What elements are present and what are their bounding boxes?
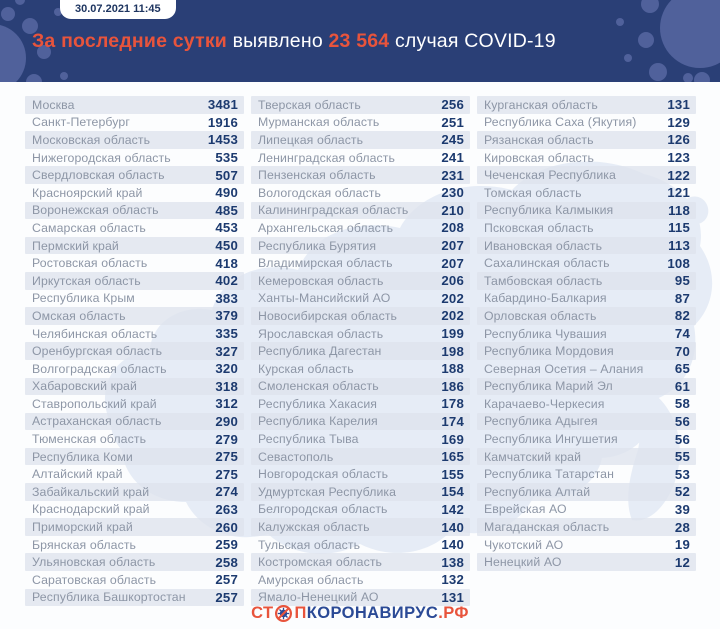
region-name: Кабардино-Балкария bbox=[484, 291, 607, 306]
table-row bbox=[25, 166, 244, 184]
table-row bbox=[477, 254, 696, 272]
region-name: Камчатский край bbox=[484, 449, 582, 464]
region-value: 174 bbox=[441, 413, 464, 429]
region-value: 256 bbox=[441, 97, 464, 113]
region-value: 275 bbox=[215, 466, 238, 482]
region-name: Новгородская область bbox=[258, 467, 389, 482]
region-name: Тамбовская область bbox=[484, 273, 603, 288]
region-name: Самарская область bbox=[32, 220, 146, 235]
region-name: Республика Бурятия bbox=[258, 238, 377, 253]
table-row bbox=[477, 272, 696, 290]
region-value: 312 bbox=[215, 396, 238, 412]
table-row bbox=[477, 219, 696, 237]
region-name: Республика Башкортостан bbox=[32, 590, 186, 605]
region-value: 241 bbox=[441, 150, 464, 166]
region-name: Ивановская область bbox=[484, 238, 603, 253]
region-value: 251 bbox=[441, 114, 464, 130]
region-name: Челябинская область bbox=[32, 326, 158, 341]
table-column bbox=[477, 96, 696, 606]
region-value: 138 bbox=[441, 554, 464, 570]
region-value: 318 bbox=[215, 378, 238, 394]
table-row bbox=[477, 237, 696, 255]
table-row bbox=[477, 96, 696, 114]
region-value: 257 bbox=[215, 589, 238, 605]
region-name: Ленинградская область bbox=[258, 150, 396, 165]
region-value: 245 bbox=[441, 132, 464, 148]
timestamp-badge: 30.07.2021 11:45 bbox=[60, 0, 176, 19]
table-row bbox=[251, 518, 470, 536]
region-value: 65 bbox=[674, 361, 690, 377]
region-name: Краснодарский край bbox=[32, 502, 150, 517]
region-name: Амурская область bbox=[258, 572, 364, 587]
table-row bbox=[25, 325, 244, 343]
region-value: 131 bbox=[441, 589, 464, 605]
table-row bbox=[25, 413, 244, 431]
region-name: Псковская область bbox=[484, 220, 594, 235]
table-row bbox=[251, 325, 470, 343]
region-name: Магаданская область bbox=[484, 520, 610, 535]
region-value: 108 bbox=[667, 255, 690, 271]
table-row bbox=[477, 378, 696, 396]
region-name: Республика Хакасия bbox=[258, 396, 378, 411]
region-value: 327 bbox=[215, 343, 238, 359]
header bbox=[0, 0, 720, 82]
region-value: 55 bbox=[674, 449, 690, 465]
table-row bbox=[25, 290, 244, 308]
table-row bbox=[251, 501, 470, 519]
table-row bbox=[251, 290, 470, 308]
table-row bbox=[25, 465, 244, 483]
region-value: 231 bbox=[441, 167, 464, 183]
table-row bbox=[251, 237, 470, 255]
region-name: Республика Татарстан bbox=[484, 467, 615, 482]
region-value: 335 bbox=[215, 326, 238, 342]
region-name: Ростовская область bbox=[32, 256, 148, 271]
table-row bbox=[25, 553, 244, 571]
region-value: 56 bbox=[674, 431, 690, 447]
region-value: 3481 bbox=[207, 97, 238, 113]
region-value: 58 bbox=[674, 396, 690, 412]
region-value: 485 bbox=[215, 202, 238, 218]
region-value: 207 bbox=[441, 238, 464, 254]
region-name: Республика Крым bbox=[32, 291, 135, 306]
title-highlight-period: За последние сутки bbox=[32, 30, 227, 52]
table-row bbox=[251, 202, 470, 220]
region-name: Московская область bbox=[32, 132, 151, 147]
content-panel bbox=[0, 82, 720, 629]
region-value: 154 bbox=[441, 484, 464, 500]
region-name: Калининградская область bbox=[258, 203, 409, 218]
table-row bbox=[25, 430, 244, 448]
table-row bbox=[25, 448, 244, 466]
region-value: 121 bbox=[667, 185, 690, 201]
region-value: 186 bbox=[441, 378, 464, 394]
region-name: Курганская область bbox=[484, 97, 598, 112]
table-row bbox=[251, 166, 470, 184]
region-name: Еврейская АО bbox=[484, 502, 567, 517]
table-row bbox=[477, 430, 696, 448]
region-name: Воронежская область bbox=[32, 203, 159, 218]
region-name: Ненецкий АО bbox=[484, 555, 562, 570]
table-row bbox=[25, 307, 244, 325]
table-row bbox=[477, 413, 696, 431]
table-row bbox=[25, 571, 244, 589]
table-row bbox=[477, 307, 696, 325]
table-column bbox=[25, 96, 244, 606]
region-value: 70 bbox=[674, 343, 690, 359]
region-name: Костромская область bbox=[258, 555, 383, 570]
table-row bbox=[477, 465, 696, 483]
region-name: Республика Дагестан bbox=[258, 344, 382, 359]
region-value: 140 bbox=[441, 537, 464, 553]
table-row bbox=[25, 184, 244, 202]
region-name: Новосибирская область bbox=[258, 308, 398, 323]
region-name: Омская область bbox=[32, 308, 126, 323]
region-name: Республика Чувашия bbox=[484, 326, 607, 341]
table-row bbox=[25, 395, 244, 413]
region-value: 165 bbox=[441, 449, 464, 465]
region-value: 202 bbox=[441, 290, 464, 306]
table-row bbox=[251, 395, 470, 413]
table-row bbox=[25, 360, 244, 378]
region-name: Вологодская область bbox=[258, 185, 382, 200]
region-name: Кемеровская область bbox=[258, 273, 384, 288]
region-name: Брянская область bbox=[32, 537, 137, 552]
table-row bbox=[477, 360, 696, 378]
region-value: 275 bbox=[215, 449, 238, 465]
table-row bbox=[251, 536, 470, 554]
table-row bbox=[25, 149, 244, 167]
region-value: 535 bbox=[215, 150, 238, 166]
table-row bbox=[251, 360, 470, 378]
no-virus-icon bbox=[274, 604, 293, 623]
table-row bbox=[477, 553, 696, 571]
region-name: Владимирская область bbox=[258, 256, 393, 271]
region-name: Мурманская область bbox=[258, 115, 380, 130]
table-row bbox=[25, 202, 244, 220]
table-row bbox=[25, 518, 244, 536]
region-value: 198 bbox=[441, 343, 464, 359]
region-name: Тульская область bbox=[258, 537, 361, 552]
region-name: Волгоградская область bbox=[32, 361, 167, 376]
table-row bbox=[477, 202, 696, 220]
stopcoronavirus-logo[interactable] bbox=[0, 604, 720, 623]
region-value: 230 bbox=[441, 185, 464, 201]
region-value: 169 bbox=[441, 431, 464, 447]
region-value: 115 bbox=[668, 220, 690, 236]
region-value: 95 bbox=[674, 273, 690, 289]
region-value: 129 bbox=[667, 114, 690, 130]
region-value: 259 bbox=[215, 537, 238, 553]
table-row bbox=[251, 483, 470, 501]
table-row bbox=[477, 518, 696, 536]
region-value: 450 bbox=[215, 238, 238, 254]
region-value: 383 bbox=[215, 290, 238, 306]
table-row bbox=[251, 448, 470, 466]
region-name: Приморский край bbox=[32, 520, 133, 535]
region-value: 208 bbox=[441, 220, 464, 236]
region-value: 202 bbox=[441, 308, 464, 324]
region-value: 257 bbox=[215, 572, 238, 588]
region-name: Ярославская область bbox=[258, 326, 384, 341]
table-row bbox=[25, 254, 244, 272]
table-row bbox=[477, 114, 696, 132]
region-value: 126 bbox=[667, 132, 690, 148]
table-row bbox=[25, 342, 244, 360]
region-name: Архангельская область bbox=[258, 220, 394, 235]
region-value: 258 bbox=[215, 554, 238, 570]
table-row bbox=[477, 325, 696, 343]
region-name: Карачаево-Черкесия bbox=[484, 396, 605, 411]
table-row bbox=[251, 219, 470, 237]
region-value: 56 bbox=[674, 413, 690, 429]
logo-text-st: СТ bbox=[251, 604, 274, 622]
region-value: 263 bbox=[215, 501, 238, 517]
region-name: Алтайский край bbox=[32, 467, 123, 482]
region-value: 52 bbox=[674, 484, 690, 500]
region-name: Республика Мордовия bbox=[484, 344, 614, 359]
region-name: Тверская область bbox=[258, 97, 361, 112]
region-name: Томская область bbox=[484, 185, 582, 200]
region-value: 1453 bbox=[207, 132, 238, 148]
region-name: Забайкальский край bbox=[32, 484, 150, 499]
region-name: Республика Ингушетия bbox=[484, 432, 618, 447]
region-name: Москва bbox=[32, 97, 75, 112]
region-value: 274 bbox=[215, 484, 238, 500]
table-row bbox=[251, 430, 470, 448]
table-row bbox=[477, 149, 696, 167]
region-name: Пензенская область bbox=[258, 168, 376, 183]
region-value: 61 bbox=[674, 378, 690, 394]
logo-text-p: П bbox=[294, 604, 307, 622]
region-value: 122 bbox=[667, 167, 690, 183]
region-name: Тюменская область bbox=[32, 432, 147, 447]
region-name: Республика Коми bbox=[32, 449, 133, 464]
table-row bbox=[251, 149, 470, 167]
region-name: Белгородская область bbox=[258, 502, 388, 517]
table-row bbox=[251, 378, 470, 396]
region-name: Свердловская область bbox=[32, 168, 165, 183]
region-value: 279 bbox=[215, 431, 238, 447]
region-value: 53 bbox=[674, 466, 690, 482]
title-text-detected: выявлено bbox=[226, 30, 329, 52]
table-row bbox=[477, 536, 696, 554]
region-value: 379 bbox=[215, 308, 238, 324]
region-name: Ханты-Мансийский АО bbox=[258, 291, 391, 306]
table-row bbox=[25, 131, 244, 149]
region-value: 290 bbox=[215, 413, 238, 429]
region-value: 19 bbox=[674, 537, 690, 553]
table-row bbox=[477, 290, 696, 308]
region-value: 131 bbox=[667, 97, 690, 113]
regions-table bbox=[0, 82, 720, 606]
region-name: Сахалинская область bbox=[484, 256, 610, 271]
table-row bbox=[251, 413, 470, 431]
region-value: 210 bbox=[441, 202, 464, 218]
table-row bbox=[477, 395, 696, 413]
table-row bbox=[251, 465, 470, 483]
region-value: 155 bbox=[441, 466, 464, 482]
table-row bbox=[25, 237, 244, 255]
region-name: Севастополь bbox=[258, 449, 334, 464]
table-row bbox=[25, 536, 244, 554]
table-row bbox=[251, 272, 470, 290]
table-row bbox=[25, 272, 244, 290]
region-value: 199 bbox=[441, 326, 464, 342]
table-row bbox=[25, 219, 244, 237]
region-value: 132 bbox=[441, 572, 464, 588]
region-value: 178 bbox=[441, 396, 464, 412]
table-row bbox=[251, 553, 470, 571]
region-name: Кировская область bbox=[484, 150, 595, 165]
region-name: Нижегородская область bbox=[32, 150, 171, 165]
region-name: Республика Марий Эл bbox=[484, 379, 613, 394]
table-row bbox=[477, 501, 696, 519]
region-name: Удмуртская Республика bbox=[258, 484, 397, 499]
region-value: 39 bbox=[674, 501, 690, 517]
region-name: Орловская область bbox=[484, 308, 597, 323]
table-column bbox=[251, 96, 470, 606]
region-name: Иркутская область bbox=[32, 273, 141, 288]
region-name: Республика Саха (Якутия) bbox=[484, 115, 637, 130]
region-name: Республика Тыва bbox=[258, 432, 359, 447]
table-row bbox=[251, 96, 470, 114]
region-name: Ставропольский край bbox=[32, 396, 157, 411]
region-value: 118 bbox=[668, 202, 690, 218]
region-value: 207 bbox=[441, 255, 464, 271]
table-row bbox=[477, 342, 696, 360]
region-name: Саратовская область bbox=[32, 572, 157, 587]
region-value: 82 bbox=[674, 308, 690, 324]
region-name: Чукотский АО bbox=[484, 537, 564, 552]
region-value: 402 bbox=[215, 273, 238, 289]
region-name: Ульяновская область bbox=[32, 555, 156, 570]
title-case-count: 23 564 bbox=[328, 30, 390, 52]
region-name: Пермский край bbox=[32, 238, 119, 253]
region-value: 142 bbox=[441, 501, 464, 517]
region-name: Чеченская Республика bbox=[484, 168, 616, 183]
region-value: 206 bbox=[441, 273, 464, 289]
table-row bbox=[251, 571, 470, 589]
region-name: Астраханская область bbox=[32, 414, 162, 429]
region-value: 453 bbox=[215, 220, 238, 236]
region-name: Рязанская область bbox=[484, 132, 594, 147]
region-value: 12 bbox=[674, 554, 690, 570]
table-row bbox=[251, 342, 470, 360]
region-value: 74 bbox=[674, 326, 690, 342]
table-row bbox=[477, 184, 696, 202]
region-value: 418 bbox=[215, 255, 238, 271]
page-title bbox=[32, 30, 556, 53]
table-row bbox=[251, 114, 470, 132]
table-row bbox=[25, 114, 244, 132]
region-name: Курская область bbox=[258, 361, 354, 376]
table-row bbox=[477, 483, 696, 501]
region-name: Хабаровский край bbox=[32, 379, 137, 394]
region-name: Республика Калмыкия bbox=[484, 203, 614, 218]
table-row bbox=[251, 184, 470, 202]
table-row bbox=[25, 96, 244, 114]
region-name: Республика Адыгея bbox=[484, 414, 598, 429]
table-row bbox=[25, 378, 244, 396]
region-value: 260 bbox=[215, 519, 238, 535]
region-value: 140 bbox=[441, 519, 464, 535]
table-row bbox=[477, 131, 696, 149]
region-value: 320 bbox=[215, 361, 238, 377]
region-name: Липецкая область bbox=[258, 132, 364, 147]
region-value: 507 bbox=[215, 167, 238, 183]
region-name: Калужская область bbox=[258, 520, 370, 535]
region-name: Ямало-Ненецкий АО bbox=[258, 590, 379, 605]
table-row bbox=[251, 254, 470, 272]
region-value: 28 bbox=[674, 519, 690, 535]
region-name: Оренбургская область bbox=[32, 344, 163, 359]
logo-text-coronavirus: КОРОНАВИРУС bbox=[306, 604, 439, 622]
region-name: Смоленская область bbox=[258, 379, 379, 394]
region-name: Республика Алтай bbox=[484, 484, 591, 499]
title-text-covid: случая COVID-19 bbox=[389, 30, 556, 52]
region-value: 188 bbox=[441, 361, 464, 377]
table-row bbox=[251, 307, 470, 325]
table-row bbox=[477, 166, 696, 184]
table-row bbox=[25, 483, 244, 501]
region-value: 87 bbox=[674, 290, 690, 306]
table-row bbox=[251, 131, 470, 149]
region-value: 1916 bbox=[207, 114, 238, 130]
region-name: Республика Карелия bbox=[258, 414, 378, 429]
logo-text-rf: .РФ bbox=[438, 604, 469, 622]
region-name: Санкт-Петербург bbox=[32, 115, 130, 130]
region-value: 490 bbox=[215, 185, 238, 201]
table-row bbox=[477, 448, 696, 466]
region-name: Северная Осетия – Алания bbox=[484, 361, 644, 376]
region-value: 113 bbox=[668, 238, 690, 254]
region-value: 123 bbox=[667, 150, 690, 166]
table-row bbox=[25, 501, 244, 519]
region-name: Красноярский край bbox=[32, 185, 143, 200]
